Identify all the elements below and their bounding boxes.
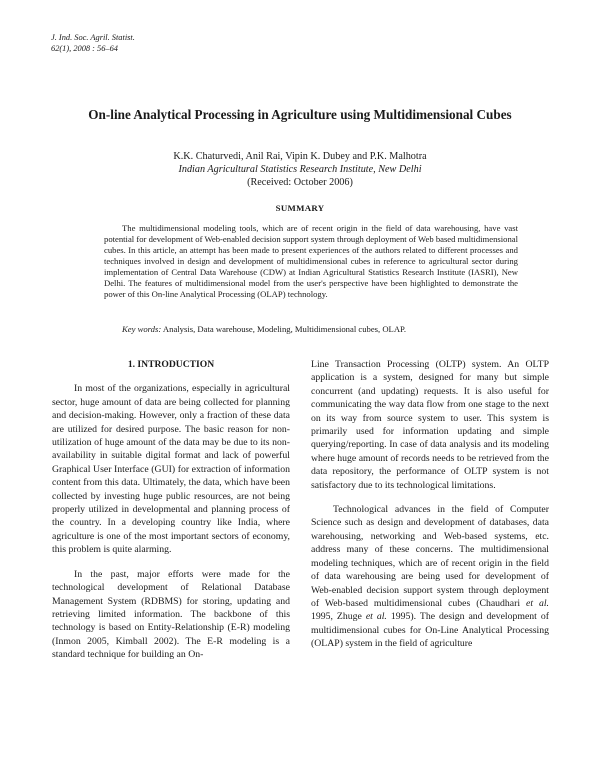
citation-etal: et al. — [365, 611, 387, 623]
summary-heading: SUMMARY — [275, 203, 325, 213]
paragraph: Line Transaction Processing (OLTP) system. An OLTP application is a system, designed for many but simple concurrent (and updating) requests. It is also useful for communicating the way data flow from one stage to the next on its way from source system to user. This system is primarily used for information updating and simple querying/reporting. In case of data analysis and its modeling where huge amount of records needs to be retrieved from the data repository, the performance of OLTP system is not satisfactory due to its technological limitations. — [311, 359, 549, 491]
keywords-label: Key words: — [122, 324, 162, 334]
keywords-line — [122, 324, 522, 335]
paper-title: On-line Analytical Processing in Agriculture using Multidimensional Cubes — [88, 107, 512, 122]
left-column — [52, 358, 290, 662]
journal-reference — [51, 32, 135, 54]
received-date: (Received: October 2006) — [247, 177, 353, 188]
paragraph — [311, 503, 549, 650]
paragraph: In most of the organizations, especially in agricultural sector, huge amount of data are being collected for planning and decision-making. However, only a fraction of these data are utilized for desired purpose. The basic reason for non-utilization of huge amount of the data may be due to its non-availability in suitable digital format and lack of powerful Graphical User Interface (GUI) for extraction of information content from this data. Ultimately, the data, which have been collected by investing huge public resources, are not being properly utilized in developmental and planning process of the country. In a developing country like India, where agriculture is one of the most important sectors of economy, this problem is quite alarming. — [52, 383, 290, 556]
journal-name: J. Ind. Soc. Agril. Statist. — [51, 33, 135, 42]
paragraph-text: 1995, Zhuge — [311, 611, 366, 623]
paper-affiliation: Indian Agricultural Statistics Research Institute, New Delhi — [178, 164, 422, 175]
keywords-text: Analysis, Data warehouse, Modeling, Multidimensional cubes, OLAP. — [161, 324, 407, 334]
citation-etal: et al. — [526, 597, 549, 609]
paragraph-text: 1995). The design and development of multidimensional cubes for On-Line Analytical Processing (OLAP) system in the field of agriculture — [311, 611, 549, 650]
journal-volume: 62(1), 2008 : 56–64 — [51, 44, 118, 53]
section-heading: 1. INTRODUCTION — [127, 359, 215, 370]
summary-text: The multidimensional modeling tools, which are of recent origin in the field of data warehousing, have vast potential for development of Web-enabled decision support system through deployment of Web based multidimensional cubes. In this article, an attempt has been made to present experiences of the authors related to different processes and techniques involved in design and development of multidimensional cubes in reference to agricultural sector during implementation of Central Data Warehouse (CDW) at Indian Agricultural Statistics Research Institute (IASRI), New Delhi. The features of multidimensional model from the user's perspective have been highlighted to demonstrate the power of this On-line Analytical Processing (OLAP) technology. — [104, 223, 518, 299]
right-column — [311, 358, 549, 651]
paper-authors: K.K. Chaturvedi, Anil Rai, Vipin K. Dubey and P.K. Malhotra — [173, 151, 427, 162]
paragraph: In the past, major efforts were made for the technological development of Relational Database Management System (RDBMS) for storing, updating and retrieving limited information. The backbone of this technology is based on Entity-Relationship (E-R) modeling (Inmon 2005, Kimball 2002). The E-R modeling is a standard technique for building an On- — [52, 568, 290, 661]
paragraph-text: Technological advances in the field of Computer Science such as design and development of databases, data warehousing, networking and Web-based systems, etc. address many of these concerns. The multidimensional modeling techniques, which are of recent origin in the field of data warehousing are being used for development of Web-enabled decision support system through deployment of Web-based multidimensional cubes (Chaudhari — [311, 504, 549, 609]
summary-block — [104, 223, 518, 300]
